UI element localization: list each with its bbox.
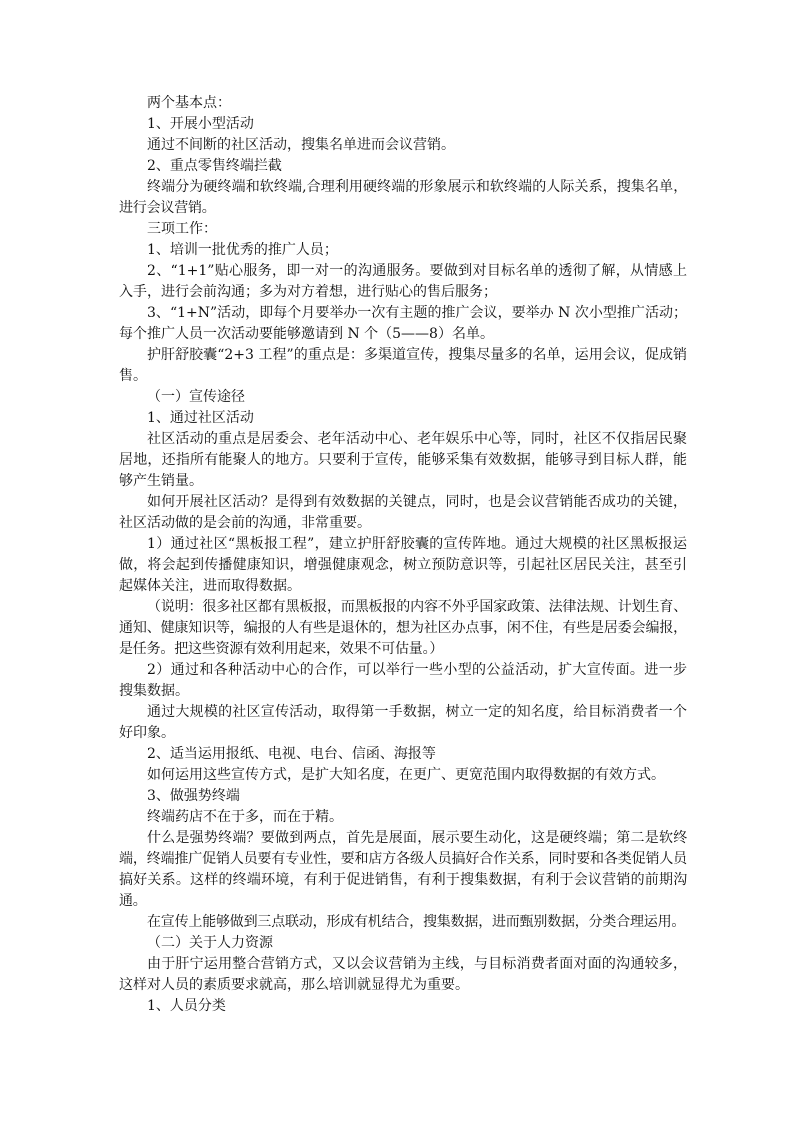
paragraph-item: 1、人员分类 bbox=[147, 998, 226, 1014]
paragraph-item: 1、开展小型活动 bbox=[147, 116, 254, 132]
section-heading-publicity: （一）宣传途径 bbox=[147, 389, 245, 405]
paragraph-item: 3、“1+N”活动，即每个月要举办一次有主题的推广会议，要举办 N 次小型推广活动；每个推广人员一次活动要能够邀请到 N 个（5——8）名单。 bbox=[119, 305, 687, 342]
paragraph-item: 2、“1+1”贴心服务，即一对一的沟通服务。要做到对目标名单的透彻了解，从情感上入手，进行会前沟通；多为对方着想，进行贴心的售后服务； bbox=[119, 263, 687, 300]
paragraph-item: 2、适当运用报纸、电视、电台、信函、海报等 bbox=[147, 746, 436, 762]
paragraph: 什么是强势终端？要做到两点，首先是展面，展示要生动化，这是硬终端；第二是软终端，终端推广促销人员要有专业性，要和店方各级人员搞好合作关系，同时要和各类促销人员搞好关系。这样的终端环境，有利于促进销售，有利于搜集数据，有利于会议营销的前期沟通。 bbox=[119, 830, 687, 909]
paragraph-note: （说明：很多社区都有黑板报，而黑板报的内容不外乎国家政策、法律法规、计划生育、通知、健康知识等，编报的人有些是退休的，想为社区办点事，闲不住，有些是居委会编报，是任务。把这些资源有效利用起来，效果不可估量。） bbox=[119, 599, 687, 657]
paragraph: 终端分为硬终端和软终端,合理利用硬终端的形象展示和软终端的人际关系，搜集名单，进行会议营销。 bbox=[119, 179, 687, 216]
paragraph: 由于肝宁运用整合营销方式，又以会议营销为主线，与目标消费者面对面的沟通较多，这样对人员的素质要求就高，那么培训就显得尤为重要。 bbox=[119, 956, 687, 993]
paragraph-item: 2、重点零售终端拦截 bbox=[147, 158, 282, 174]
paragraph: 终端药店不在于多，而在于精。 bbox=[147, 809, 343, 825]
paragraph: 通过不间断的社区活动，搜集名单进而会议营销。 bbox=[147, 137, 455, 153]
paragraph: 护肝舒胶囊“2+3 工程”的重点是：多渠道宣传，搜集尽量多的名单，运用会议，促成销售。 bbox=[119, 347, 687, 384]
paragraph-item: 1、通过社区活动 bbox=[147, 410, 254, 426]
document-body bbox=[119, 93, 687, 1017]
paragraph: 社区活动的重点是居委会、老年活动中心、老年娱乐中心等，同时，社区不仅指居民聚居地，还指所有能聚人的地方。只要利于宣传，能够采集有效数据，能够寻到目标人群，能够产生销量。 bbox=[119, 431, 687, 489]
section-heading-human-resources: （二）关于人力资源 bbox=[147, 935, 273, 951]
paragraph: 1）通过社区“黑板报工程”，建立护肝舒胶囊的宣传阵地。通过大规模的社区黑板报运做，将会起到传播健康知识，增强健康观念，树立预防意识等，引起社区居民关注，甚至引起媒体关注，进而取得数据。 bbox=[119, 536, 687, 594]
paragraph: 如何运用这些宣传方式，是扩大知名度，在更广、更宽范围内取得数据的有效方式。 bbox=[147, 767, 665, 783]
paragraph: 在宣传上能够做到三点联动，形成有机结合，搜集数据，进而甄别数据，分类合理运用。 bbox=[147, 914, 686, 930]
paragraph: 2）通过和各种活动中心的合作，可以举行一些小型的公益活动，扩大宣传面。进一步搜集数据。 bbox=[119, 662, 687, 699]
paragraph: 通过大规模的社区宣传活动，取得第一手数据，树立一定的知名度，给目标消费者一个好印象。 bbox=[119, 704, 687, 741]
paragraph-heading-two-points: 两个基本点： bbox=[147, 95, 231, 111]
paragraph-item: 3、做强势终端 bbox=[147, 788, 240, 804]
paragraph: 如何开展社区活动？是得到有效数据的关键点，同时，也是会议营销能否成功的关键，社区活动做的是会前的沟通，非常重要。 bbox=[119, 494, 687, 531]
paragraph-item: 1、培训一批优秀的推广人员； bbox=[147, 242, 338, 258]
paragraph-heading-three-tasks: 三项工作： bbox=[147, 221, 217, 237]
